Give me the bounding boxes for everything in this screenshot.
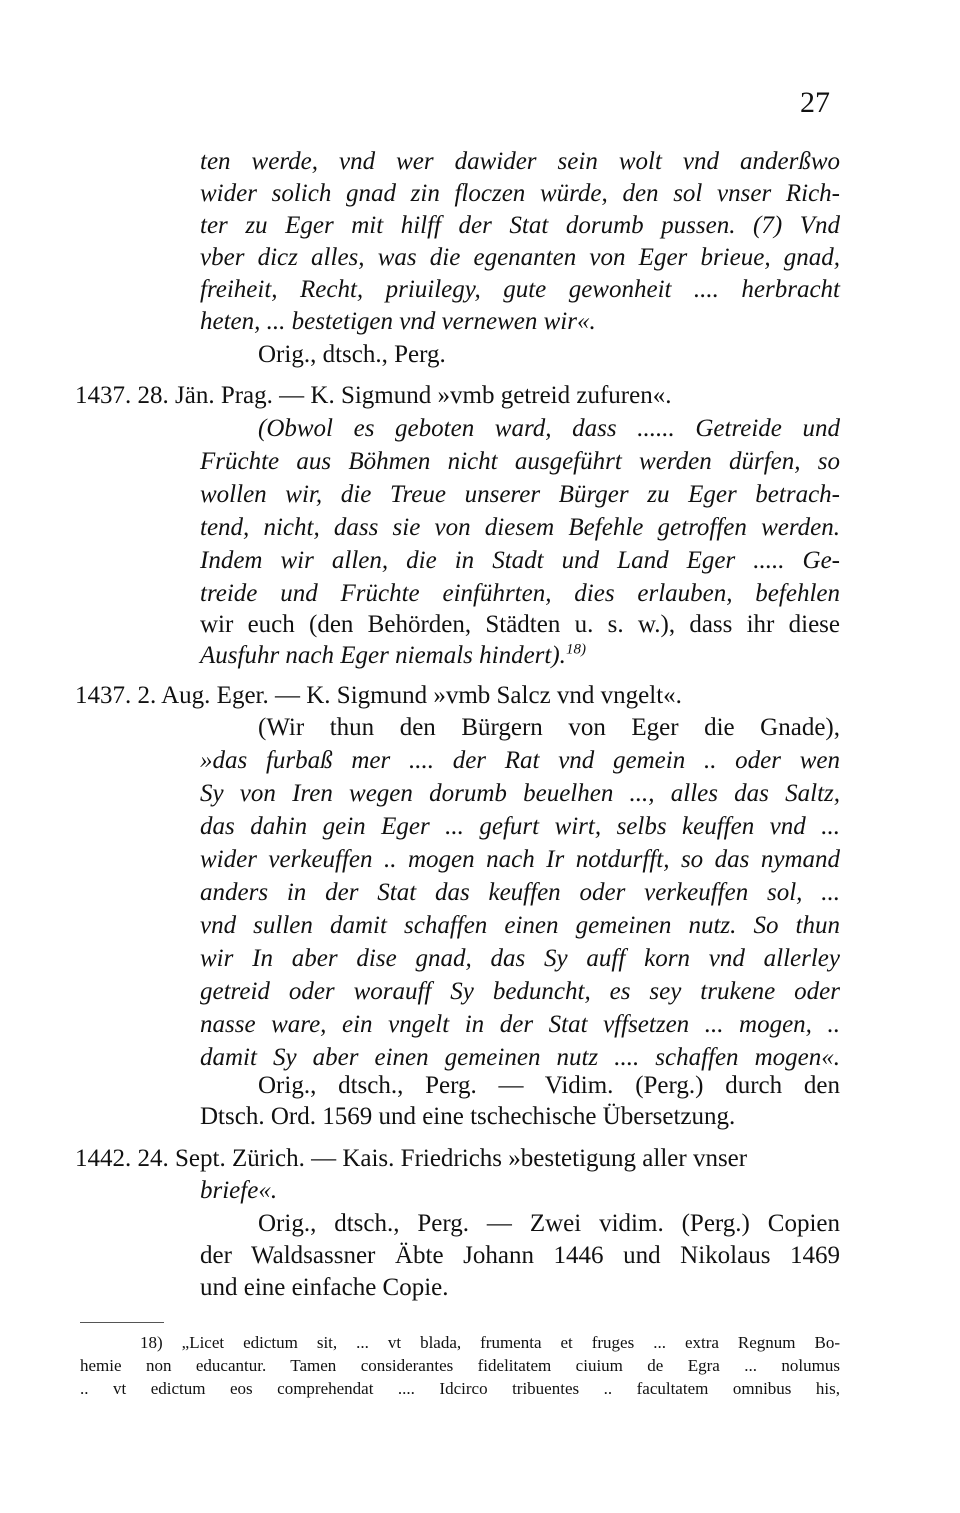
text-line: Sy von Iren wegen dorumb beuelhen ..., alles das Saltz, <box>200 780 840 807</box>
text-line: (Obwol es geboten ward, dass ...... Getreide und <box>258 415 840 442</box>
text-line: getreid oder worauff Sy beduncht, es sey trukene oder <box>200 978 840 1005</box>
text-line: wir In aber dise gnad, das Sy auff korn vnd allerley <box>200 945 840 972</box>
text-line: anders in der Stat das keuffen oder verkeuffen sol, ... <box>200 879 840 906</box>
text-line: Indem wir allen, die in Stadt und Land Eger ..... Ge- <box>200 547 840 574</box>
text-line: wir euch (den Behörden, Städten u. s. w.), dass ihr diese <box>200 611 840 638</box>
text-line: Orig., dtsch., Perg. — Vidim. (Perg.) durch den <box>258 1072 840 1099</box>
text-line: Ausfuhr nach Eger niemals hindert).$^{18)}$ <box>200 641 586 669</box>
page-number: 27 <box>800 86 830 119</box>
text-line: 1437. 2. Aug. Eger. — K. Sigmund »vmb Salcz vnd vngelt«. <box>75 682 682 709</box>
text-line: der Waldsassner Äbte Johann 1446 und Nikolaus 1469 <box>200 1242 840 1269</box>
text-line: briefe«. <box>200 1177 278 1204</box>
text-line: 1437. 28. Jän. Prag. — K. Sigmund »vmb getreid zufuren«. <box>75 382 672 409</box>
text-line: (Wir thun den Bürgern von Eger die Gnade), <box>258 714 840 741</box>
text-line: vber dicz alles, was die egenanten von Eger brieue, gnad, <box>200 244 840 271</box>
text-line: wollen wir, die Treue unserer Bürger zu Eger betrach- <box>200 481 840 508</box>
text-line: vnd sullen damit schaffen einen gemeinen nutz. So thun <box>200 912 840 939</box>
text-line: wider solich gnad zin floczen würde, den sol vnser Rich- <box>200 180 840 207</box>
text-line: Dtsch. Ord. 1569 und eine tschechische Übersetzung. <box>200 1103 736 1130</box>
text-line: »das furbaß mer .... der Rat vnd gemein .. oder wen <box>200 747 840 774</box>
text-line: nasse ware, ein vngelt in der Stat vffsetzen ... mogen, .. <box>200 1011 840 1038</box>
text-line: ten werde, vnd wer dawider sein wolt vnd anderßwo <box>200 148 840 175</box>
footnote-line: 18) „Licet edictum sit, ... vt blada, frumenta et fruges ... extra Regnum Bo- <box>140 1333 840 1352</box>
text-line: damit Sy aber einen gemeinen nutz .... schaffen mogen«. <box>200 1044 840 1071</box>
footnote-marker[interactable]: 18) <box>565 641 586 658</box>
text-line: das dahin gein Eger ... gefurt wirt, selbs keuffen vnd ... <box>200 813 840 840</box>
text-line: freiheit, Recht, priuilegy, gute gewonheit .... herbracht <box>200 276 840 303</box>
text-line: und eine einfache Copie. <box>200 1274 449 1301</box>
text-line: ter zu Eger mit hilff der Stat dorumb pussen. (7) Vnd <box>200 212 840 239</box>
text-line: tend, nicht, dass sie von diesem Befehle getroffen werden. <box>200 514 840 541</box>
text-line: treide und Früchte einführten, dies erlauben, befehlen <box>200 580 840 607</box>
footnote-line: .. vt edictum eos comprehendat .... Idcirco tribuentes .. facultatem omnibus his, <box>80 1379 840 1398</box>
footnote-rule <box>80 1322 164 1323</box>
text-line: Orig., dtsch., Perg. — Zwei vidim. (Perg.) Copien <box>258 1210 840 1237</box>
text-line: wider verkeuffen .. mogen nach Ir notdurfft, so das nymand <box>200 846 840 873</box>
text-line: Früchte aus Böhmen nicht ausgeführt werden dürfen, so <box>200 448 840 475</box>
text-line: heten, ... bestetigen vnd vernewen wir«. <box>200 308 596 335</box>
footnote-line: hemie non educantur. Tamen considerantes fidelitatem ciuium de Egra ... nolumus <box>80 1356 840 1375</box>
text-line: 1442. 24. Sept. Zürich. — Kais. Friedrichs »bestetigung aller vnser <box>75 1145 748 1172</box>
text-line: Orig., dtsch., Perg. <box>258 341 446 368</box>
